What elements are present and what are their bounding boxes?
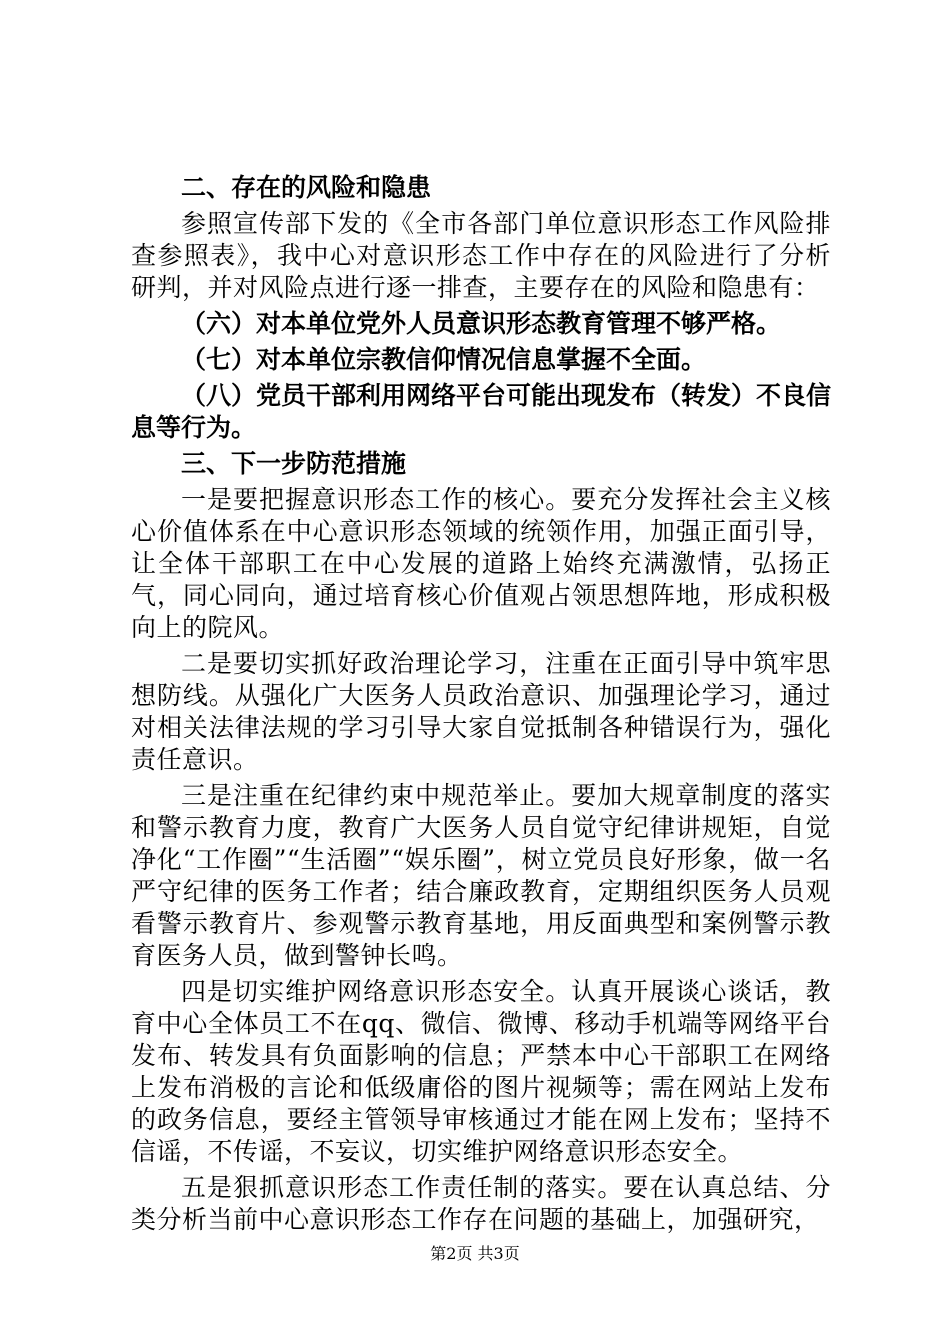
risk-item-6: （六）对本单位党外人员意识形态教育管理不够严格。 <box>181 309 782 338</box>
section-heading-risks: 二、存在的风险和隐患 <box>181 173 432 202</box>
document-body <box>131 172 831 1236</box>
section-heading-measures: 三、下一步防范措施 <box>181 449 407 478</box>
measure-paragraph-3: 三是注重在纪律约束中规范举止。要加大规章制度的落实和警示教育力度，教育广大医务人员自觉守纪律讲规矩，自觉净化“工作圈”“生活圈”“娱乐圈”，树立党员良好形象，做一名严守纪律的医务工作者；结合廉政教育，定期组织医务人员观看警示教育片、参观警示教育基地，用反面典型和案例警示教育医务人员，做到警钟长鸣。 <box>131 781 831 970</box>
measure-paragraph-5: 五是狠抓意识形态工作责任制的落实。要在认真总结、分类分析当前中心意识形态工作存在问题的基础上，加强研究， <box>131 1173 831 1234</box>
page-footer: 第2页 共3页 <box>430 1244 520 1263</box>
paragraph-risk-intro: 参照宣传部下发的《全市各部门单位意识形态工作风险排查参照表》，我中心对意识形态工作中存在的风险进行了分析研判，并对风险点进行逐一排查，主要存在的风险和隐患有： <box>131 209 831 302</box>
measure-paragraph-2: 二是要切实抓好政治理论学习，注重在正面引导中筑牢思想防线。从强化广大医务人员政治意识、加强理论学习，通过对相关法律法规的学习引导大家自觉抵制各种错误行为，强化责任意识。 <box>131 649 831 774</box>
risk-item-7: （七）对本单位宗教信仰情况信息掌握不全面。 <box>181 345 707 374</box>
measure-paragraph-4: 四是切实维护网络意识形态安全。认真开展谈心谈话，教育中心全体员工不在qq、微信、微博、移动手机端等网络平台发布、转发具有负面影响的信息；严禁本中心干部职工在网络上发布消极的言论和低级庸俗的图片视频等；需在网站上发布的政务信息，要经主管领导审核通过才能在网上发布；坚持不信谣，不传谣，不妄议，切实维护网络意识形态安全。 <box>131 977 831 1166</box>
risk-item-8: （八）党员干部利用网络平台可能出现发布（转发）不良信息等行为。 <box>131 381 832 442</box>
measure-paragraph-1: 一是要把握意识形态工作的核心。要充分发挥社会主义核心价值体系在中心意识形态领域的统领作用，加强正面引导，让全体干部职工在中心发展的道路上始终充满激情，弘扬正气，同心同向，通过培育核心价值观占领思想阵地，形成积极向上的院风。 <box>131 485 831 642</box>
